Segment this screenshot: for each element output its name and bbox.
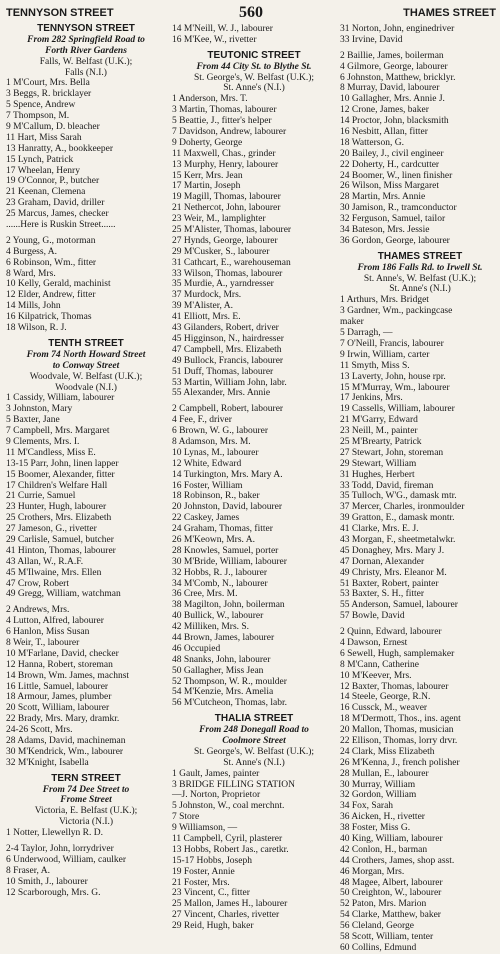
directory-entry: 32 Gordon, William — [340, 790, 417, 801]
directory-entry: 22 Ellison, Thomas, lorry drvr. — [340, 736, 458, 746]
directory-entry: 36 Gordon, George, labourer — [340, 235, 450, 246]
directory-entry: 36 Aicken, H., rivetter — [340, 812, 425, 823]
directory-entry: 20 Mallon, Thomas, musician — [340, 725, 454, 736]
directory-entry: 10 Lynas, M., labourer — [172, 447, 259, 458]
directory-entry: 14 Proctor, John, blacksmith — [340, 116, 449, 127]
directory-entry: 25 M'Brearty, Patrick — [340, 436, 422, 447]
directory-entry: 7 Davidson, Andrew, labourer — [172, 127, 287, 138]
directory-entry: 4 Burgess, A. — [6, 246, 58, 257]
directory-entry: 18 Watterson, G. — [340, 137, 404, 148]
directory-entry: 6 Sewell, Hugh, samplemaker — [340, 648, 455, 659]
column-3 — [340, 24, 500, 954]
directory-entry: 43 Gilanders, Robert, driver — [172, 323, 279, 334]
directory-entry: 23 Vincent, C., fitter — [172, 888, 250, 899]
directory-entry: 32 Ferguson, Samuel, tailor — [340, 214, 446, 225]
directory-entry: 8 Fraser, A. — [6, 865, 50, 876]
directory-entry: 6 Robinson, Wm., fitter — [6, 257, 97, 268]
directory-entry: 30 M'Kendrick, Wm., labourer — [6, 746, 124, 757]
directory-entry: 18 Armour, James, plumber — [6, 692, 112, 703]
street-route: to Conway Street — [52, 360, 120, 371]
directory-entry: 41 Hinton, Thomas, labourer — [6, 545, 116, 556]
page-number: 560 — [239, 4, 263, 21]
directory-entry: 3 BRIDGE FILLING STATION — [172, 779, 295, 790]
directory-entry: 22 Doherty, H., cardcutter — [340, 159, 440, 170]
directory-entry: 10 M'Farlane, David, checker — [6, 648, 119, 659]
street-route: Coolmore Street — [222, 736, 286, 746]
directory-entry: 34 M'Comb, N., labourer — [172, 578, 268, 589]
directory-entry: 11 M'Candless, Miss E. — [6, 447, 96, 458]
directory-entry: 33 Wilson, Thomas, labourer — [172, 268, 283, 279]
directory-entry: 58 Scott, William, tenter — [340, 932, 434, 943]
directory-entry: 16 Little, Samuel, labourer — [6, 681, 109, 692]
ward-line: St. Anne's (N.I.) — [389, 284, 451, 295]
directory-entry: ......Here is Ruskin Street...... — [6, 220, 116, 231]
directory-entry: 43 Allan, W., R.A.F. — [6, 556, 84, 567]
directory-entry: 16 Kilpatrick, Thomas — [6, 312, 92, 323]
street-heading: TEUTONIC STREET — [207, 49, 301, 61]
directory-entry: 16 M'Kee, W., rivetter — [172, 34, 257, 45]
directory-entry: 10 Gallagher, Mrs. Annie J. — [340, 94, 445, 105]
directory-entry: 51 Baxter, Robert, painter — [340, 578, 439, 589]
directory-entry: 1 Gault, James, painter — [172, 768, 260, 779]
directory-entry: 22 Brady, Mrs. Mary, dramkr. — [6, 714, 120, 725]
directory-entry: 27 Hynds, George, labourer — [172, 235, 278, 246]
directory-entry: 44 Crothers, James, shop asst. — [340, 855, 455, 866]
directory-entry: 9 Clements, Mrs. I. — [6, 436, 80, 447]
directory-entry: 20 Johnston, David, labourer — [172, 502, 283, 513]
directory-entry: 50 Gallagher, Miss Jean — [172, 665, 264, 676]
ward-line: Woodvale, W. Belfast (U.K.); — [29, 371, 143, 382]
directory-entry: 30 Jamison, R., tramconductor — [340, 203, 457, 214]
directory-entry: 40 Bullick, W., labourer — [172, 611, 264, 622]
directory-entry: 7 Campbell, Mrs. Margaret — [6, 426, 110, 437]
directory-entry: 12 Crone, James, baker — [340, 105, 429, 116]
directory-entry: 32 M'Knight, Isabella — [6, 757, 89, 768]
directory-entry: 9 Doherty, George — [172, 137, 243, 148]
directory-entry: 27 Stewart, John, storeman — [340, 447, 444, 458]
directory-entry: 18 Wilson, R. J. — [6, 323, 67, 334]
directory-entry: 33 Todd, David, fireman — [340, 480, 434, 491]
street-heading: TENTH STREET — [48, 337, 124, 349]
directory-entry: 15 Kerr, Mrs. Jean — [172, 170, 243, 181]
directory-entry: 2 Quinn, Edward, labourer — [340, 627, 442, 638]
directory-entry: 17 Children's Welfare Hall — [6, 480, 108, 491]
street-route: From 74 Dee Street to — [42, 784, 130, 795]
directory-entry: 24 Boomer, W., linen finisher — [340, 170, 453, 181]
directory-entry: 14 Steele, George, R.N. — [340, 692, 431, 703]
directory-entry: 21 Nethercot, John, labourer — [172, 203, 281, 214]
directory-entry: 4 Gilmore, George, labourer — [340, 61, 448, 72]
directory-entry: 8 Adamson, Mrs. M. — [172, 436, 251, 447]
directory-entry: 29 Carlisle, Samuel, butcher — [6, 534, 114, 545]
ward-line: Victoria (N.I.) — [58, 817, 114, 828]
street-route: From 74 North Howard Street — [26, 349, 146, 360]
directory-entry: 5 Baxter, Jane — [6, 415, 60, 426]
directory-entry: 3 Martin, Thomas, labourer — [172, 105, 277, 116]
directory-entry: 15 Boomer, Alexander, fitter — [6, 469, 115, 480]
directory-entry: 17 Wheelan, Henry — [6, 165, 80, 176]
directory-entry: 14 Turkington, Mrs. Mary A. — [172, 469, 283, 480]
directory-entry: 28 Adams, David, machineman — [6, 736, 126, 746]
directory-entry: 34 Fox, Sarah — [340, 801, 394, 812]
street-heading: TENNYSON STREET — [37, 23, 135, 34]
street-route: From 44 City St. to Blythe St. — [196, 61, 312, 72]
directory-entry: 12 Elder, Andrew, fitter — [6, 290, 96, 301]
directory-entry: 10 M'Keever, Mrs. — [340, 670, 412, 681]
directory-entry: 26 M'Kenna, J., french polisher — [340, 757, 460, 768]
directory-entry: 14 Mills, John — [6, 301, 61, 312]
directory-entry: 24 Graham, Thomas, fitter — [172, 524, 273, 535]
ward-line: Woodvale (N.I.) — [55, 382, 117, 393]
directory-entry: 24-26 Scott, Mrs. — [6, 725, 73, 736]
directory-entry: 14 M'Neill, W. J., labourer — [172, 24, 273, 34]
directory-entry: 2-4 Taylor, John, lorrydriver — [6, 844, 114, 855]
directory-entry: 40 King, William, labourer — [340, 834, 443, 845]
directory-entry: 46 Occupied — [172, 643, 221, 654]
directory-entry: 3 Johnston, Mary — [6, 404, 73, 415]
directory-entry: 21 Currie, Samuel — [6, 491, 76, 502]
directory-entry: 45 M'Ilwaine, Mrs. Ellen — [6, 567, 102, 578]
directory-entry: 23 Neill, M., painter — [340, 426, 418, 437]
directory-entry: 7 Thompson, M. — [6, 111, 70, 122]
directory-entry: 20 Scott, William, labourer — [6, 703, 110, 714]
directory-entry: 31 Hughes, Herbert — [340, 469, 415, 480]
directory-entry: 11 Smyth, Miss S. — [340, 360, 410, 371]
directory-entry: 2 Campbell, Robert, labourer — [172, 404, 284, 415]
directory-entry: 52 Thompson, W. R., moulder — [172, 676, 287, 687]
directory-entry: 6 Johnston, Matthew, bricklyr. — [340, 72, 456, 83]
directory-entry: 8 Murray, David, labourer — [340, 83, 440, 94]
directory-entry: 5 Johnston, W., coal merchnt. — [172, 801, 285, 812]
directory-entry: 36 Cree, Mrs. M. — [172, 589, 238, 600]
directory-entry: 23 Hunter, Hugh, labourer — [6, 502, 107, 513]
directory-entry: 13-15 Parr, John, linen lapper — [6, 458, 119, 469]
directory-entry: 5 Beattie, J., fitter's helper — [172, 116, 272, 127]
directory-entry: 28 Mullan, E., labourer — [340, 768, 429, 779]
directory-entry: 15 Lynch, Patrick — [6, 154, 74, 165]
directory-entry: 1 Arthurs, Mrs. Bridget — [340, 295, 429, 306]
directory-entry: 6 Brown, W. G., labourer — [172, 426, 269, 437]
directory-entry: 43 Morgan, F., sheetmetalwkr. — [340, 534, 456, 545]
directory-entry: 45 Donaghey, Mrs. Mary J. — [340, 545, 445, 556]
street-route: From 282 Springfield Road to — [27, 34, 145, 45]
directory-entry: 15 M'Murray, Wm., labourer — [340, 382, 450, 393]
directory-entry: 32 Hobbs, R. J., labourer — [172, 567, 267, 578]
ward-line: St. Anne's (N.I.) — [223, 757, 285, 768]
directory-entry: 26 Wilson, Miss Margaret — [340, 181, 440, 192]
directory-entry: 47 Dornan, Alexander — [340, 556, 425, 567]
directory-entry: 9 M'Callum, D. bleacher — [6, 122, 100, 133]
directory-entry: 13 Murphy, Henry, labourer — [172, 159, 279, 170]
ward-line: St. Anne's, W. Belfast (U.K.); — [363, 273, 477, 284]
directory-entry: 25 Mallon, James H., labourer — [172, 899, 288, 910]
directory-entry: 21 Keenan, Clemena — [6, 187, 86, 198]
directory-entry: 23 Graham, David, driller — [6, 198, 105, 209]
directory-entry: 17 Jenkins, Mrs. — [340, 393, 403, 404]
directory-entry: 5 Darragh, — — [340, 328, 393, 339]
directory-entry: 29 Stewart, William — [340, 458, 417, 469]
directory-entry: 41 Elliott, Mrs. E. — [172, 312, 241, 323]
directory-entry: 12 White, Edward — [172, 458, 242, 469]
directory-entry: 54 Clarke, Matthew, baker — [340, 910, 441, 921]
directory-entry: 37 Murdock, Mrs. — [172, 290, 242, 301]
directory-entry: 51 Duff, Thomas, labourer — [172, 366, 274, 377]
street-route: From 248 Donegall Road to — [199, 725, 309, 736]
directory-entry: 24 Clark, Miss Elizabeth — [340, 746, 435, 757]
directory-entry: 12 Scarborough, Mrs. G. — [6, 887, 101, 898]
directory-entry: 12 Hanna, Robert, storeman — [6, 659, 113, 670]
directory-entry: 9 Williamson, — — [172, 823, 238, 834]
directory-entry: 25 Crothers, Mrs. Elizabeth — [6, 513, 112, 524]
directory-entry: 19 Magill, Thomas, labourer — [172, 192, 281, 203]
directory-entry: 4 Fee, F., driver — [172, 415, 232, 426]
directory-entry: 2 Young, G., motorman — [6, 235, 96, 246]
directory-entry: 60 Collins, Edmund — [340, 942, 417, 953]
directory-entry: 42 Milliken, Mrs. S. — [172, 622, 250, 633]
directory-entry: 30 M'Bride, William, labourer — [172, 556, 287, 567]
directory-entry: 27 Jameson, G., rivetter — [6, 524, 97, 535]
directory-entry: 8 Ward, Mrs. — [6, 268, 56, 279]
directory-entry: 6 Underwood, William, caulker — [6, 854, 127, 865]
directory-entry: 2 Baillie, James, boilerman — [340, 50, 444, 61]
directory-entry: 26 M'Keown, Mrs. A. — [172, 534, 255, 545]
directory-entry: 28 Martin, Mrs. Annie — [340, 192, 426, 203]
directory-entry: 50 Creighton, W., labourer — [340, 888, 442, 899]
directory-entry: 39 Gratton, E., damask montr. — [340, 513, 455, 524]
directory-entry: 29 Reid, Hugh, baker — [172, 921, 254, 932]
directory-entry: 21 M'Garry, Edward — [340, 415, 418, 426]
directory-entry: 48 Magee, Albert, labourer — [340, 877, 443, 888]
page-header — [6, 4, 496, 22]
directory-entry: 27 Vincent, Charles, rivetter — [172, 910, 280, 921]
directory-entry: 33 Irvine, David — [340, 34, 403, 45]
directory-entry: 53 Martin, William John, labr. — [172, 377, 287, 388]
ward-line: Falls (N.I.) — [65, 67, 107, 78]
directory-entry: 52 Paton, Mrs. Marion — [340, 899, 427, 910]
ward-line: St. George's, W. Belfast (U.K.); — [193, 72, 314, 83]
street-route: From 186 Falls Rd. to Irwell St. — [357, 262, 483, 273]
column-2 — [172, 24, 336, 932]
directory-entry: 3 Beggs, R. bricklayer — [6, 89, 92, 100]
directory-entry: 31 Cathcart, E., warehouseman — [172, 257, 291, 268]
directory-entry: 48 Snanks, John, labourer — [172, 654, 271, 665]
directory-entry: 30 Murray, William — [340, 779, 416, 790]
directory-entry: 2 Andrews, Mrs. — [6, 605, 70, 616]
directory-entry: 8 Weir, T., labourer — [6, 637, 80, 648]
directory-entry: 3 Gardner, Wm., packingcase — [340, 306, 453, 317]
directory-entry: 38 Foster, Miss G. — [340, 823, 411, 834]
directory-entry: 7 O'Neill, Francis, labourer — [340, 338, 444, 349]
directory-entry: 28 Knowles, Samuel, porter — [172, 545, 279, 556]
directory-entry: 19 Foster, Annie — [172, 866, 235, 877]
directory-entry: 16 Nesbitt, Allan, fitter — [340, 127, 428, 138]
column-1 — [6, 24, 166, 898]
directory-entry: 34 Bateson, Mrs. Jessie — [340, 225, 430, 236]
directory-entry: maker — [340, 317, 364, 328]
directory-entry: 57 Bowle, David — [340, 611, 405, 622]
ward-line: Falls, W. Belfast (U.K.); — [39, 56, 133, 67]
directory-entry: 4 Dawson, Ernest — [340, 637, 408, 648]
directory-entry: 13 Laverty, John, house rpr. — [340, 371, 446, 382]
directory-entry: 45 Higginson, N., hairdresser — [172, 333, 284, 344]
directory-entry: 1 Cassidy, William, labourer — [6, 393, 115, 404]
street-heading: THALIA STREET — [214, 713, 294, 725]
ward-line: St. Anne's (N.I.) — [223, 83, 285, 94]
directory-entry: 42 Conlon, H., barman — [340, 844, 428, 855]
directory-entry: 29 M'Cusker, S., labourer — [172, 246, 270, 257]
directory-entry: 6 Hanlon, Miss Susan — [6, 627, 90, 638]
directory-entry: 7 Store — [172, 812, 200, 823]
directory-entry: 4 Lutton, Alfred, labourer — [6, 616, 104, 627]
directory-entry: 9 Irwin, William, carter — [340, 349, 430, 360]
directory-entry: 1 M'Court, Mrs. Bella — [6, 78, 90, 89]
directory-entry: 15-17 Hobbs, Joseph — [172, 855, 252, 866]
left-running-head: TENNYSON STREET — [6, 7, 114, 19]
street-heading: THAMES STREET — [377, 250, 463, 262]
directory-entry: 19 Cassells, William, labourer — [340, 404, 455, 415]
directory-entry: 49 Christy, Mrs. Eleanor M. — [340, 567, 447, 578]
directory-entry: 39 M'Alister, A. — [172, 301, 233, 312]
directory-entry: 41 Clarke, Mrs. E. J. — [340, 524, 419, 535]
directory-entry: 1 Anderson, Mrs. T. — [172, 94, 248, 105]
directory-entry: 25 M'Alister, Thomas, labourer — [172, 225, 292, 236]
directory-entry: 25 Marcus, James, checker — [6, 209, 109, 220]
directory-entry: 56 M'Cutcheon, Thomas, labr. — [172, 698, 287, 709]
directory-entry: 53 Baxter, S. H., fitter — [340, 589, 425, 600]
directory-entry: 19 O'Connor, P., butcher — [6, 176, 100, 187]
directory-entry: 21 Foster, Mrs. — [172, 877, 230, 888]
directory-entry: 31 Norton, John, enginedriver — [340, 24, 455, 34]
directory-entry: 14 Brown, Wm. James, machnst — [6, 670, 130, 681]
directory-entry: 1 Notter, Llewellyn R. D. — [6, 828, 103, 839]
directory-entry: 47 Campbell, Mrs. Elizabeth — [172, 344, 282, 355]
directory-entry: 38 Magilton, John, boilerman — [172, 600, 285, 611]
directory-entry: 10 Smith, J., labourer — [6, 876, 88, 887]
directory-entry: 35 Murdie, A., yarndresser — [172, 279, 274, 290]
directory-entry: 12 Baxter, Thomas, labourer — [340, 681, 449, 692]
directory-entry: 35 Tulloch, W'G., damask mtr. — [340, 491, 457, 502]
directory-entry: 17 Martin, Joseph — [172, 181, 241, 192]
directory-entry: 55 Anderson, Samuel, labourer — [340, 600, 458, 611]
directory-entry: 11 Maxwell, Chas., grinder — [172, 148, 276, 159]
directory-entry: 8 M'Cann, Catherine — [340, 659, 420, 670]
street-route: Frome Street — [60, 795, 112, 806]
directory-entry: 13 Hanratty, A., bookkeeper — [6, 143, 114, 154]
directory-entry: 22 Caskey, James — [172, 513, 240, 524]
directory-entry: 11 Campbell, Cyril, plasterer — [172, 834, 283, 845]
directory-entry: 5 Spence, Andrew — [6, 100, 76, 111]
directory-entry: 23 Weir, M., lamplighter — [172, 214, 266, 225]
ward-line: St. George's, W. Belfast (U.K.); — [193, 746, 314, 757]
directory-entry: 16 Foster, William — [172, 480, 243, 491]
directory-entry: 54 M'Kenzie, Mrs. Amelia — [172, 687, 274, 698]
directory-entry: 13 Hobbs, Robert Jas., caretkr. — [172, 844, 289, 855]
directory-entry: 56 Cleland, George — [340, 921, 414, 932]
directory-entry: 47 Crow, Robert — [6, 578, 69, 589]
directory-entry: 49 Gregg, William, watchman — [6, 589, 121, 600]
directory-entry: 37 Mercer, Charles, ironmoulder — [340, 502, 465, 513]
directory-entry: 11 Hart, Miss Sarah — [6, 132, 82, 143]
directory-entry: —J. Norton, Proprietor — [172, 790, 261, 801]
directory-entry: 10 Kelly, Gerald, machinist — [6, 279, 111, 290]
right-running-head: THAMES STREET — [403, 7, 496, 19]
street-heading: TERN STREET — [51, 772, 121, 784]
directory-entry: 49 Bullock, Francis, labourer — [172, 355, 284, 366]
street-route: Forth River Gardens — [45, 45, 127, 56]
directory-entry: 18 M'Dermott, Thos., ins. agent — [340, 714, 461, 725]
directory-entry: 20 Bailey, J., civil engineer — [340, 148, 444, 159]
directory-entry: 44 Brown, James, labourer — [172, 632, 275, 643]
directory-entry: 18 Robinson, R., baker — [172, 491, 260, 502]
directory-entry: 55 Alexander, Mrs. Annie — [172, 388, 271, 399]
directory-entry: 16 Cussck, M., weaver — [340, 703, 428, 714]
directory-entry: 46 Morgan, Mrs. — [340, 866, 405, 877]
ward-line: Victoria, E. Belfast (U.K.); — [34, 806, 138, 817]
